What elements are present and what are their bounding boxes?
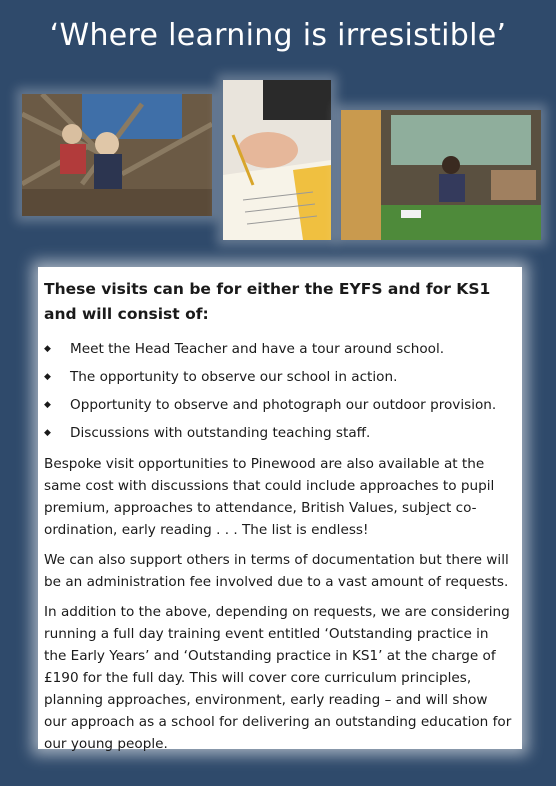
list-item: ◆ Discussions with outstanding teaching staff. <box>44 419 514 447</box>
bullet-icon: ◆ <box>44 428 51 438</box>
bespoke-paragraph: Bespoke visit opportunities to Pinewood are also available at the same cost with discussions that could include approaches to pupil premium, approaches to attendance, British Values, subject co-ordination, early reading . . . The list is endless! <box>44 456 495 538</box>
card-heading: These visits can be for either the EYFS and for KS1 and will consist of: <box>44 280 491 323</box>
list-item: ◆ Meet the Head Teacher and have a tour around school. <box>44 335 514 363</box>
training-paragraph: In addition to the above, depending on requests, we are considering running a full day training event entitled ‘Outstanding practice in the Early Years’ and ‘Outstanding practice in KS1’ at the charge of £190 for the full day. This will cover core curriculum principles, planning approaches, environment, early reading – and will show our approach as a school for delivering an outstanding education for our young people. <box>44 604 512 752</box>
page-title: ‘Where learning is irresistible’ <box>49 18 507 53</box>
info-card <box>38 267 522 752</box>
child-writing-photo <box>223 80 331 240</box>
list-item: ◆ The opportunity to observe our school in action. <box>44 363 514 391</box>
bullet-icon: ◆ <box>44 372 51 382</box>
forest-school-photo <box>22 94 212 216</box>
documentation-paragraph: We can also support others in terms of documentation but there will be an administration fee involved due to a vast amount of requests. <box>44 552 509 590</box>
list-item: ◆ Opportunity to observe and photograph our outdoor provision. <box>44 391 514 419</box>
child-reading-photo <box>341 110 541 240</box>
bullet-icon: ◆ <box>44 400 51 410</box>
bullet-icon: ◆ <box>44 344 51 354</box>
visit-list <box>44 335 514 447</box>
